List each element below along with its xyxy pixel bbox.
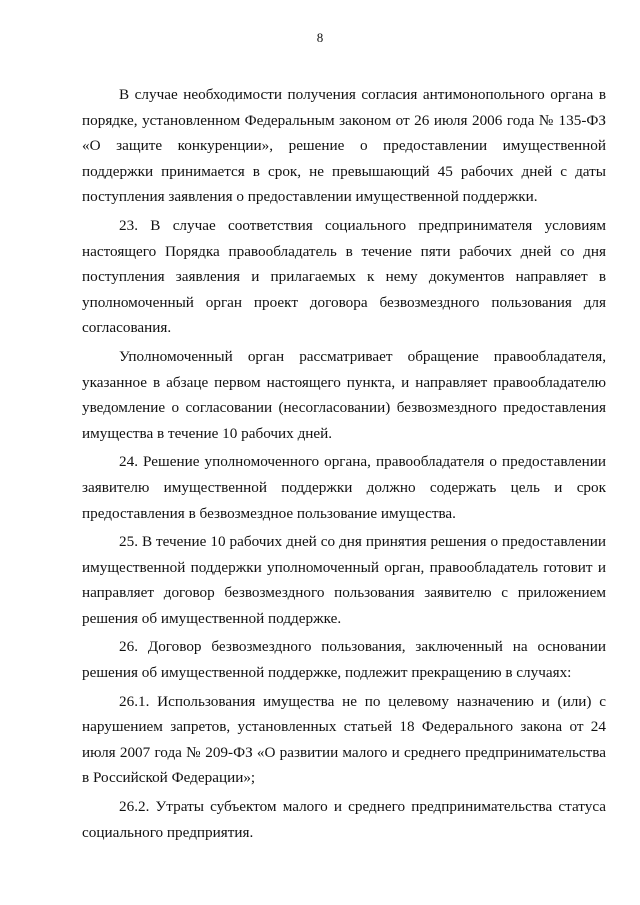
paragraph-23-authorized-body: Уполномоченный орган рассматривает обращение правообладателя, указанное в абзаце первом настоящего пункта, и направляет правообладателю уведомление о согласовании (несогласовании) безвозмездного предоставления имущества в течение 10 рабочих дней. <box>82 347 606 442</box>
paragraph-26: 26. Договор безвозмездного пользования, заключенный на основании решения об имущественной поддержке, подлежит прекращению в случаях: <box>82 638 606 682</box>
paragraph-24: 24. Решение уполномоченного органа, правообладателя о предоставлении заявителю имущественной поддержки должно содержать цель и срок предоставления в безвозмездное пользование имущества. <box>82 453 606 522</box>
paragraph-26-2: 26.2. Утраты субъектом малого и среднего предпринимательства статуса социального предприятия. <box>82 798 606 841</box>
document-body <box>82 82 606 845</box>
paragraph-26-1: 26.1. Использования имущества не по целевому назначению и (или) с нарушением запретов, установленных статьей 18 Федерального закона от 24 июля 2007 года № 209-ФЗ «О развитии малого и среднего предпринимательства в Российской Федерации»; <box>82 692 606 787</box>
paragraph-consent-antimonopoly: В случае необходимости получения согласия антимонопольного органа в порядке, установленном Федеральным законом от 26 июля 2006 года № 135-ФЗ «О защите конкуренции», решение о предоставлении имущественной поддержки принимается в срок, не превышающий 45 рабочих дней с даты поступления заявления о предоставлении имущественной поддержки. <box>82 86 606 206</box>
paragraph-23: 23. В случае соответствия социального предпринимателя условиям настоящего Порядка правообладатель в течение пяти рабочих дней со дня поступления заявления и прилагаемых к нему документов направляет в уполномоченный орган проект договора безвозмездного пользования для согласования. <box>82 216 606 337</box>
paragraph-25: 25. В течение 10 рабочих дней со дня принятия решения о предоставлении имущественной поддержки уполномоченный орган, правообладатель готовит и направляет договор безвозмездного пользования заявителю с приложением решения об имущественной поддержке. <box>82 533 606 627</box>
page-number: 8 <box>316 30 324 45</box>
